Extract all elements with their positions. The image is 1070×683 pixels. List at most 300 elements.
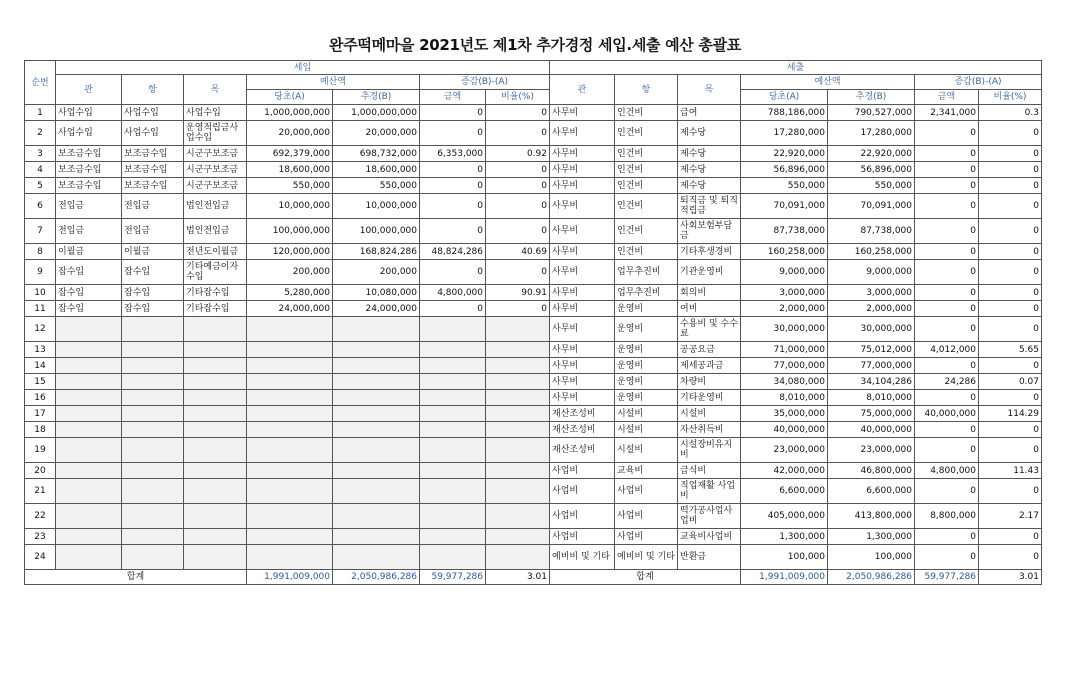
expenditure-revised-cell: 413,800,000 (828, 504, 915, 529)
expenditure-revised-cell: 2,000,000 (828, 301, 915, 317)
revenue-ratio-cell (486, 545, 550, 570)
total-expenditure-initial: 1,991,009,000 (741, 570, 828, 585)
row-number-cell: 8 (25, 244, 56, 260)
revenue-mok-cell: 시군구보조금 (184, 178, 247, 194)
revenue-mok-cell: 운영적립금사업수입 (184, 121, 247, 146)
revenue-revised-cell: 10,000,000 (333, 194, 420, 219)
revenue-revised-cell: 18,600,000 (333, 162, 420, 178)
row-number-cell: 16 (25, 390, 56, 406)
revenue-hang-cell: 잡수입 (122, 260, 184, 285)
expenditure-mok-cell: 사회보험부담금 (678, 219, 741, 244)
row-number-cell: 1 (25, 105, 56, 121)
expenditure-initial-cell: 405,000,000 (741, 504, 828, 529)
revenue-mok-cell: 기타잡수입 (184, 285, 247, 301)
expenditure-hang-cell: 예비비 및 기타 (615, 545, 678, 570)
expenditure-amount-cell: 4,800,000 (915, 463, 979, 479)
expenditure-mok-cell: 회의비 (678, 285, 741, 301)
expenditure-ratio-cell: 0 (979, 317, 1042, 342)
revenue-ratio-cell: 0 (486, 194, 550, 219)
expenditure-revised-cell: 87,738,000 (828, 219, 915, 244)
revenue-gwan-cell (56, 390, 122, 406)
row-number-cell: 14 (25, 358, 56, 374)
revenue-mok-cell: 기타잡수입 (184, 301, 247, 317)
revenue-gwan-cell (56, 422, 122, 438)
expenditure-initial-cell: 87,738,000 (741, 219, 828, 244)
revenue-ratio-cell (486, 479, 550, 504)
header-e-amount: 금액 (915, 90, 979, 105)
revenue-gwan-cell (56, 504, 122, 529)
table-row (25, 285, 1042, 301)
expenditure-mok-cell: 제수당 (678, 178, 741, 194)
revenue-gwan-cell: 보조금수입 (56, 178, 122, 194)
revenue-initial-cell (247, 317, 333, 342)
revenue-mok-cell (184, 342, 247, 358)
revenue-ratio-cell: 90.91 (486, 285, 550, 301)
expenditure-ratio-cell: 2.17 (979, 504, 1042, 529)
expenditure-gwan-cell: 재산조성비 (550, 422, 615, 438)
revenue-ratio-cell (486, 317, 550, 342)
expenditure-ratio-cell: 0.07 (979, 374, 1042, 390)
revenue-initial-cell: 120,000,000 (247, 244, 333, 260)
expenditure-amount-cell: 0 (915, 219, 979, 244)
expenditure-ratio-cell: 114.29 (979, 406, 1042, 422)
expenditure-gwan-cell: 사무비 (550, 358, 615, 374)
expenditure-amount-cell: 0 (915, 438, 979, 463)
header-r-gwan: 관 (56, 75, 122, 105)
expenditure-mok-cell: 급식비 (678, 463, 741, 479)
expenditure-revised-cell: 6,600,000 (828, 479, 915, 504)
expenditure-revised-cell: 8,010,000 (828, 390, 915, 406)
revenue-ratio-cell (486, 463, 550, 479)
header-r-revised: 추경(B) (333, 90, 420, 105)
revenue-initial-cell: 10,000,000 (247, 194, 333, 219)
expenditure-ratio-cell: 0 (979, 244, 1042, 260)
expenditure-initial-cell: 70,091,000 (741, 194, 828, 219)
revenue-revised-cell: 698,732,000 (333, 146, 420, 162)
header-r-hang: 항 (122, 75, 184, 105)
header-expenditure: 세출 (550, 61, 1042, 75)
revenue-initial-cell (247, 504, 333, 529)
expenditure-amount-cell: 0 (915, 162, 979, 178)
revenue-initial-cell (247, 529, 333, 545)
expenditure-revised-cell: 100,000 (828, 545, 915, 570)
revenue-mok-cell (184, 463, 247, 479)
revenue-revised-cell (333, 390, 420, 406)
expenditure-mok-cell: 교육비사업비 (678, 529, 741, 545)
expenditure-initial-cell: 8,010,000 (741, 390, 828, 406)
revenue-initial-cell: 18,600,000 (247, 162, 333, 178)
expenditure-initial-cell: 6,600,000 (741, 479, 828, 504)
revenue-revised-cell (333, 545, 420, 570)
revenue-mok-cell (184, 438, 247, 463)
expenditure-ratio-cell: 0 (979, 194, 1042, 219)
revenue-ratio-cell: 40.69 (486, 244, 550, 260)
revenue-initial-cell (247, 422, 333, 438)
expenditure-gwan-cell: 사무비 (550, 285, 615, 301)
total-expenditure-amount: 59,977,286 (915, 570, 979, 585)
header-e-revised: 추경(B) (828, 90, 915, 105)
row-number-cell: 6 (25, 194, 56, 219)
page-title: 완주떡메마을 2021년도 제1차 추가경정 세입.세출 예산 총괄표 (329, 36, 741, 54)
table-row (25, 390, 1042, 406)
revenue-hang-cell (122, 358, 184, 374)
revenue-mok-cell (184, 504, 247, 529)
revenue-amount-cell (420, 406, 486, 422)
revenue-initial-cell (247, 374, 333, 390)
revenue-ratio-cell (486, 358, 550, 374)
revenue-gwan-cell (56, 545, 122, 570)
expenditure-gwan-cell: 재산조성비 (550, 406, 615, 422)
expenditure-gwan-cell: 사무비 (550, 342, 615, 358)
expenditure-amount-cell: 0 (915, 146, 979, 162)
header-e-change: 증감(B)-(A) (915, 75, 1042, 90)
expenditure-gwan-cell: 사무비 (550, 121, 615, 146)
revenue-hang-cell: 보조금수입 (122, 146, 184, 162)
revenue-ratio-cell: 0 (486, 178, 550, 194)
table-row (25, 438, 1042, 463)
expenditure-mok-cell: 제세공과금 (678, 358, 741, 374)
expenditure-initial-cell: 42,000,000 (741, 463, 828, 479)
row-number-cell: 21 (25, 479, 56, 504)
expenditure-mok-cell: 제수당 (678, 162, 741, 178)
revenue-revised-cell (333, 463, 420, 479)
revenue-revised-cell: 200,000 (333, 260, 420, 285)
revenue-revised-cell (333, 317, 420, 342)
table-row (25, 194, 1042, 219)
header-e-budget: 예산액 (741, 75, 915, 90)
revenue-gwan-cell (56, 463, 122, 479)
total-label-expenditure: 합계 (550, 570, 741, 585)
expenditure-ratio-cell: 0 (979, 438, 1042, 463)
expenditure-initial-cell: 3,000,000 (741, 285, 828, 301)
revenue-mok-cell: 사업수입 (184, 105, 247, 121)
revenue-revised-cell: 20,000,000 (333, 121, 420, 146)
row-number-cell: 20 (25, 463, 56, 479)
revenue-amount-cell (420, 504, 486, 529)
expenditure-mok-cell: 기타후생경비 (678, 244, 741, 260)
revenue-hang-cell: 잡수입 (122, 301, 184, 317)
header-e-mok: 목 (678, 75, 741, 105)
expenditure-revised-cell: 75,000,000 (828, 406, 915, 422)
expenditure-amount-cell: 8,800,000 (915, 504, 979, 529)
header-e-ratio: 비율(%) (979, 90, 1042, 105)
expenditure-hang-cell: 사업비 (615, 479, 678, 504)
table-row (25, 105, 1042, 121)
expenditure-hang-cell: 시설비 (615, 422, 678, 438)
revenue-hang-cell (122, 479, 184, 504)
expenditure-amount-cell: 0 (915, 194, 979, 219)
total-label-revenue: 합계 (25, 570, 247, 585)
revenue-amount-cell (420, 390, 486, 406)
revenue-amount-cell (420, 317, 486, 342)
header-r-initial: 당초(A) (247, 90, 333, 105)
expenditure-gwan-cell: 사업비 (550, 479, 615, 504)
expenditure-amount-cell: 0 (915, 121, 979, 146)
revenue-revised-cell: 168,824,286 (333, 244, 420, 260)
row-number-cell: 10 (25, 285, 56, 301)
revenue-initial-cell (247, 358, 333, 374)
revenue-mok-cell: 기타예금이자수입 (184, 260, 247, 285)
revenue-ratio-cell (486, 529, 550, 545)
expenditure-amount-cell: 0 (915, 301, 979, 317)
expenditure-revised-cell: 34,104,286 (828, 374, 915, 390)
expenditure-mok-cell: 기타운영비 (678, 390, 741, 406)
expenditure-hang-cell: 인건비 (615, 162, 678, 178)
expenditure-hang-cell: 인건비 (615, 105, 678, 121)
expenditure-gwan-cell: 사업비 (550, 463, 615, 479)
expenditure-mok-cell: 급여 (678, 105, 741, 121)
revenue-amount-cell: 0 (420, 178, 486, 194)
expenditure-gwan-cell: 사무비 (550, 146, 615, 162)
row-number-cell: 4 (25, 162, 56, 178)
expenditure-amount-cell: 0 (915, 479, 979, 504)
total-row (25, 570, 1042, 585)
revenue-amount-cell: 0 (420, 105, 486, 121)
expenditure-initial-cell: 56,896,000 (741, 162, 828, 178)
expenditure-hang-cell: 업무추진비 (615, 285, 678, 301)
table-row (25, 146, 1042, 162)
revenue-hang-cell (122, 342, 184, 358)
revenue-mok-cell (184, 374, 247, 390)
expenditure-hang-cell: 시설비 (615, 438, 678, 463)
table-row (25, 463, 1042, 479)
expenditure-initial-cell: 160,258,000 (741, 244, 828, 260)
expenditure-revised-cell: 70,091,000 (828, 194, 915, 219)
revenue-gwan-cell (56, 358, 122, 374)
revenue-gwan-cell: 보조금수입 (56, 162, 122, 178)
expenditure-revised-cell: 56,896,000 (828, 162, 915, 178)
expenditure-gwan-cell: 재산조성비 (550, 438, 615, 463)
revenue-amount-cell: 0 (420, 219, 486, 244)
revenue-initial-cell: 1,000,000,000 (247, 105, 333, 121)
expenditure-gwan-cell: 사무비 (550, 301, 615, 317)
revenue-hang-cell (122, 406, 184, 422)
header-r-budget: 예산액 (247, 75, 420, 90)
expenditure-ratio-cell: 0 (979, 121, 1042, 146)
expenditure-ratio-cell: 0 (979, 390, 1042, 406)
revenue-revised-cell (333, 422, 420, 438)
revenue-hang-cell (122, 545, 184, 570)
header-e-initial: 당초(A) (741, 90, 828, 105)
expenditure-revised-cell: 790,527,000 (828, 105, 915, 121)
expenditure-amount-cell: 0 (915, 529, 979, 545)
expenditure-gwan-cell: 사무비 (550, 194, 615, 219)
revenue-ratio-cell: 0 (486, 121, 550, 146)
expenditure-ratio-cell: 5.65 (979, 342, 1042, 358)
expenditure-amount-cell: 0 (915, 358, 979, 374)
total-revenue-revised: 2,050,986,286 (333, 570, 420, 585)
row-number-cell: 7 (25, 219, 56, 244)
total-expenditure-revised: 2,050,986,286 (828, 570, 915, 585)
revenue-mok-cell: 전년도이월금 (184, 244, 247, 260)
revenue-mok-cell: 시군구보조금 (184, 146, 247, 162)
revenue-gwan-cell (56, 317, 122, 342)
revenue-mok-cell (184, 317, 247, 342)
revenue-initial-cell (247, 463, 333, 479)
revenue-hang-cell: 보조금수입 (122, 162, 184, 178)
revenue-amount-cell: 0 (420, 162, 486, 178)
expenditure-gwan-cell: 사업비 (550, 529, 615, 545)
revenue-mok-cell (184, 479, 247, 504)
revenue-revised-cell: 10,080,000 (333, 285, 420, 301)
revenue-hang-cell (122, 374, 184, 390)
expenditure-mok-cell: 기관운영비 (678, 260, 741, 285)
revenue-mok-cell: 시군구보조금 (184, 162, 247, 178)
expenditure-revised-cell: 9,000,000 (828, 260, 915, 285)
expenditure-amount-cell: 4,012,000 (915, 342, 979, 358)
revenue-amount-cell (420, 479, 486, 504)
expenditure-hang-cell: 운영비 (615, 374, 678, 390)
table-row (25, 178, 1042, 194)
expenditure-revised-cell: 30,000,000 (828, 317, 915, 342)
expenditure-amount-cell: 0 (915, 178, 979, 194)
expenditure-gwan-cell: 사무비 (550, 219, 615, 244)
revenue-hang-cell: 잡수입 (122, 285, 184, 301)
revenue-mok-cell: 법인전입금 (184, 194, 247, 219)
revenue-initial-cell: 5,280,000 (247, 285, 333, 301)
expenditure-revised-cell: 23,000,000 (828, 438, 915, 463)
revenue-gwan-cell: 보조금수입 (56, 146, 122, 162)
revenue-ratio-cell (486, 390, 550, 406)
expenditure-gwan-cell: 사업비 (550, 504, 615, 529)
revenue-gwan-cell (56, 406, 122, 422)
expenditure-initial-cell: 34,080,000 (741, 374, 828, 390)
expenditure-hang-cell: 사업비 (615, 504, 678, 529)
row-number-cell: 23 (25, 529, 56, 545)
expenditure-hang-cell: 운영비 (615, 342, 678, 358)
revenue-revised-cell (333, 479, 420, 504)
revenue-amount-cell: 4,800,000 (420, 285, 486, 301)
total-revenue-amount: 59,977,286 (420, 570, 486, 585)
expenditure-initial-cell: 788,186,000 (741, 105, 828, 121)
expenditure-initial-cell: 22,920,000 (741, 146, 828, 162)
revenue-revised-cell (333, 374, 420, 390)
expenditure-amount-cell: 0 (915, 545, 979, 570)
revenue-initial-cell: 200,000 (247, 260, 333, 285)
expenditure-amount-cell: 40,000,000 (915, 406, 979, 422)
revenue-initial-cell: 692,379,000 (247, 146, 333, 162)
expenditure-ratio-cell: 0 (979, 358, 1042, 374)
row-number-cell: 18 (25, 422, 56, 438)
expenditure-ratio-cell: 0 (979, 178, 1042, 194)
expenditure-ratio-cell: 0 (979, 545, 1042, 570)
expenditure-gwan-cell: 예비비 및 기타 (550, 545, 615, 570)
expenditure-revised-cell: 22,920,000 (828, 146, 915, 162)
revenue-revised-cell (333, 504, 420, 529)
expenditure-initial-cell: 23,000,000 (741, 438, 828, 463)
expenditure-mok-cell: 차량비 (678, 374, 741, 390)
revenue-mok-cell (184, 545, 247, 570)
table-row (25, 479, 1042, 504)
revenue-ratio-cell: 0 (486, 162, 550, 178)
row-number-cell: 12 (25, 317, 56, 342)
revenue-hang-cell: 사업수입 (122, 105, 184, 121)
revenue-mok-cell: 법인전입금 (184, 219, 247, 244)
revenue-gwan-cell: 전입금 (56, 194, 122, 219)
row-number-cell: 19 (25, 438, 56, 463)
expenditure-hang-cell: 업무추진비 (615, 260, 678, 285)
table-row (25, 374, 1042, 390)
expenditure-revised-cell: 77,000,000 (828, 358, 915, 374)
table-body (25, 105, 1042, 570)
revenue-gwan-cell: 사업수입 (56, 121, 122, 146)
expenditure-revised-cell: 46,800,000 (828, 463, 915, 479)
table-row (25, 358, 1042, 374)
expenditure-amount-cell: 2,341,000 (915, 105, 979, 121)
expenditure-gwan-cell: 사무비 (550, 374, 615, 390)
revenue-amount-cell: 48,824,286 (420, 244, 486, 260)
revenue-initial-cell: 550,000 (247, 178, 333, 194)
row-number-cell: 22 (25, 504, 56, 529)
expenditure-mok-cell: 제수당 (678, 121, 741, 146)
row-number-cell: 11 (25, 301, 56, 317)
revenue-gwan-cell (56, 479, 122, 504)
expenditure-hang-cell: 운영비 (615, 301, 678, 317)
revenue-mok-cell (184, 422, 247, 438)
revenue-amount-cell (420, 529, 486, 545)
row-number-cell: 15 (25, 374, 56, 390)
revenue-initial-cell: 20,000,000 (247, 121, 333, 146)
header-revenue: 세입 (56, 61, 550, 75)
expenditure-mok-cell: 시설비 (678, 406, 741, 422)
revenue-initial-cell (247, 406, 333, 422)
table-row (25, 342, 1042, 358)
expenditure-ratio-cell: 0 (979, 260, 1042, 285)
revenue-initial-cell (247, 342, 333, 358)
expenditure-ratio-cell: 0 (979, 529, 1042, 545)
expenditure-mok-cell: 직업재활 사업비 (678, 479, 741, 504)
header-no: 순번 (25, 61, 56, 105)
expenditure-ratio-cell: 0.3 (979, 105, 1042, 121)
row-number-cell: 24 (25, 545, 56, 570)
revenue-hang-cell (122, 438, 184, 463)
expenditure-hang-cell: 인건비 (615, 194, 678, 219)
revenue-hang-cell: 사업수입 (122, 121, 184, 146)
table-row (25, 260, 1042, 285)
expenditure-hang-cell: 운영비 (615, 358, 678, 374)
revenue-gwan-cell (56, 529, 122, 545)
expenditure-hang-cell: 인건비 (615, 244, 678, 260)
row-number-cell: 13 (25, 342, 56, 358)
table-row (25, 422, 1042, 438)
expenditure-revised-cell: 550,000 (828, 178, 915, 194)
expenditure-hang-cell: 인건비 (615, 178, 678, 194)
row-number-cell: 3 (25, 146, 56, 162)
row-number-cell: 17 (25, 406, 56, 422)
expenditure-ratio-cell: 0 (979, 422, 1042, 438)
revenue-gwan-cell: 잡수입 (56, 285, 122, 301)
revenue-revised-cell (333, 406, 420, 422)
revenue-hang-cell: 전입금 (122, 194, 184, 219)
expenditure-amount-cell: 0 (915, 317, 979, 342)
revenue-ratio-cell (486, 422, 550, 438)
revenue-gwan-cell (56, 342, 122, 358)
total-revenue-initial: 1,991,009,000 (247, 570, 333, 585)
revenue-initial-cell (247, 479, 333, 504)
revenue-hang-cell (122, 463, 184, 479)
expenditure-hang-cell: 운영비 (615, 390, 678, 406)
revenue-ratio-cell: 0 (486, 301, 550, 317)
header-e-gwan: 관 (550, 75, 615, 105)
expenditure-initial-cell: 1,300,000 (741, 529, 828, 545)
expenditure-initial-cell: 17,280,000 (741, 121, 828, 146)
revenue-revised-cell: 24,000,000 (333, 301, 420, 317)
revenue-ratio-cell: 0.92 (486, 146, 550, 162)
budget-summary-table (24, 60, 1042, 585)
revenue-amount-cell: 0 (420, 301, 486, 317)
revenue-initial-cell (247, 390, 333, 406)
table-row (25, 545, 1042, 570)
